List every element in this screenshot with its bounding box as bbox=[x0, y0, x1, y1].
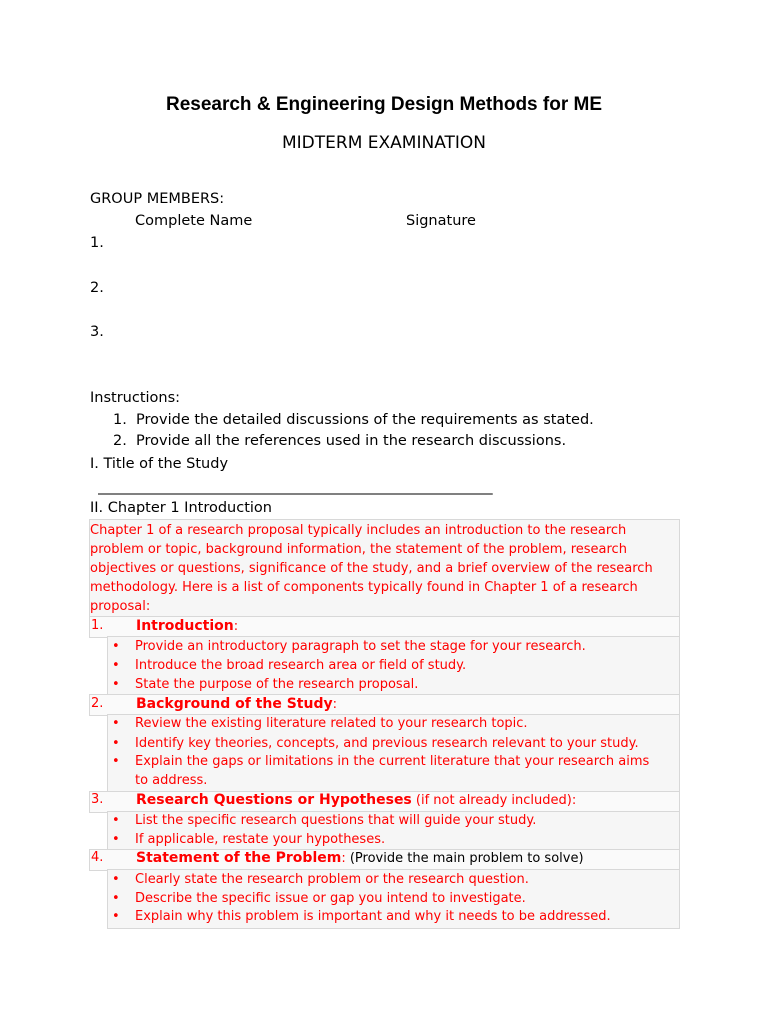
component-4-suffix: : bbox=[341, 851, 346, 866]
exam-subtitle: MIDTERM EXAMINATION bbox=[282, 133, 486, 153]
instruction-1-num: 1. bbox=[113, 412, 127, 428]
component-2-label: Background of the Study bbox=[136, 696, 333, 712]
component-3-label: Research Questions or Hypotheses bbox=[136, 792, 412, 808]
section-title-of-study: I. Title of the Study bbox=[90, 456, 229, 472]
instruction-2-text: Provide all the references used in the research discussions. bbox=[136, 433, 567, 449]
complete-name-header: Complete Name bbox=[135, 213, 253, 229]
component-3-num: 3. bbox=[91, 792, 104, 807]
component-4-num: 4. bbox=[91, 850, 104, 865]
bullet-text: Clearly state the research problem or the research question. bbox=[135, 872, 529, 887]
bullet-text: Explain the gaps or limitations in the current literature that your research aims to address. bbox=[135, 754, 650, 788]
component-4-header bbox=[91, 850, 671, 869]
bullet-text: If applicable, restate your hypotheses. bbox=[135, 832, 386, 847]
component-2-num: 2. bbox=[91, 696, 104, 711]
member-row-1: 1. bbox=[90, 235, 104, 251]
component-3-suffix: (if not already included): bbox=[411, 793, 577, 808]
signature-header: Signature bbox=[406, 213, 476, 229]
intro-paragraph: Chapter 1 of a research proposal typically includes an introduction to the research problem or topic, background information, the statement of the problem, research objectives or questions, significance of the study, and a brief overview of the research methodology. Here is a list of components typically found in Chapter 1 of a research proposal: bbox=[90, 523, 653, 614]
component-1-label: Introduction bbox=[136, 618, 234, 634]
bullet-text: Explain why this problem is important and why it needs to be addressed. bbox=[135, 909, 611, 924]
group-members-heading: GROUP MEMBERS: bbox=[90, 191, 225, 207]
component-4-note: (Provide the main problem to solve) bbox=[345, 851, 584, 866]
instruction-1-text: Provide the detailed discussions of the requirements as stated. bbox=[136, 412, 594, 428]
instructions-heading: Instructions: bbox=[90, 390, 181, 406]
section-chapter-1: II. Chapter 1 Introduction bbox=[90, 500, 272, 516]
bullet-text: Identify key theories, concepts, and previous research relevant to your study. bbox=[135, 736, 639, 751]
member-row-2: 2. bbox=[90, 280, 104, 296]
component-1-header bbox=[91, 618, 671, 637]
component-1-suffix: : bbox=[233, 619, 239, 634]
component-2-header bbox=[91, 696, 671, 715]
component-2-suffix: : bbox=[332, 697, 337, 712]
bullet-text: List the specific research questions that will guide your study. bbox=[135, 813, 537, 828]
component-4-label: Statement of the Problem bbox=[136, 850, 342, 866]
bullet-text: Describe the specific issue or gap you intend to investigate. bbox=[135, 891, 526, 906]
document-title: Research & Engineering Design Methods for ME bbox=[165, 94, 603, 115]
member-row-3: 3. bbox=[90, 324, 104, 340]
bullet-text: State the purpose of the research proposal. bbox=[135, 677, 419, 692]
title-blank-line: ______________________________________________________________ bbox=[98, 479, 492, 495]
component-3-header bbox=[91, 792, 671, 811]
bullet-text: Provide an introductory paragraph to set the stage for your research. bbox=[135, 639, 586, 654]
bullet-text: Introduce the broad research area or field of study. bbox=[135, 658, 467, 673]
component-1-num: 1. bbox=[91, 618, 104, 633]
bullet-text: Review the existing literature related to your research topic. bbox=[135, 716, 528, 731]
document-page: Research & Engineering Design Methods for ME MIDTERM EXAMINATION GROUP MEMBERS: Complete Name Signature 1. 2. 3. Instructions: 1. Provide the detailed discussions of the requirements as stated. 2. Provide all the references used in the research discussions. I. Title of the Study ______________________________________________________________ II. Chapter 1 Introduction Chapter 1 of a research proposal typically includes an introduction to the research problem or topic, background information, the statement of the problem, research objectives or questions, significance of the study, and a brief overview of the research methodology. Here is a list of components typically found in Chapter 1 of a research proposal: 1. Introduction: • Provide an introductory paragraph to set the stage for your research. • Introduce the broad research area or field of study. • State the purpose of the research proposal. 2. Background of the Study: • Review the existing literature related to your research topic. • Identify key theories, concepts, and previous research relevant to your study. • Explain the gaps or limitations in the current literature that your research aims to address. 3. Research Questions or Hypotheses (if not already included): • List the specific research questions that will guide your study. • If applicable, restate your hypotheses. 4. Statement of the Problem: (Provide the main problem to solve) • Clearly state the research problem or the research question. • Describe the specific issue or gap you intend to investigate. • Explain why this problem is important and why it needs to be addressed. bbox=[0, 0, 768, 1024]
instruction-2-num: 2. bbox=[113, 433, 127, 449]
